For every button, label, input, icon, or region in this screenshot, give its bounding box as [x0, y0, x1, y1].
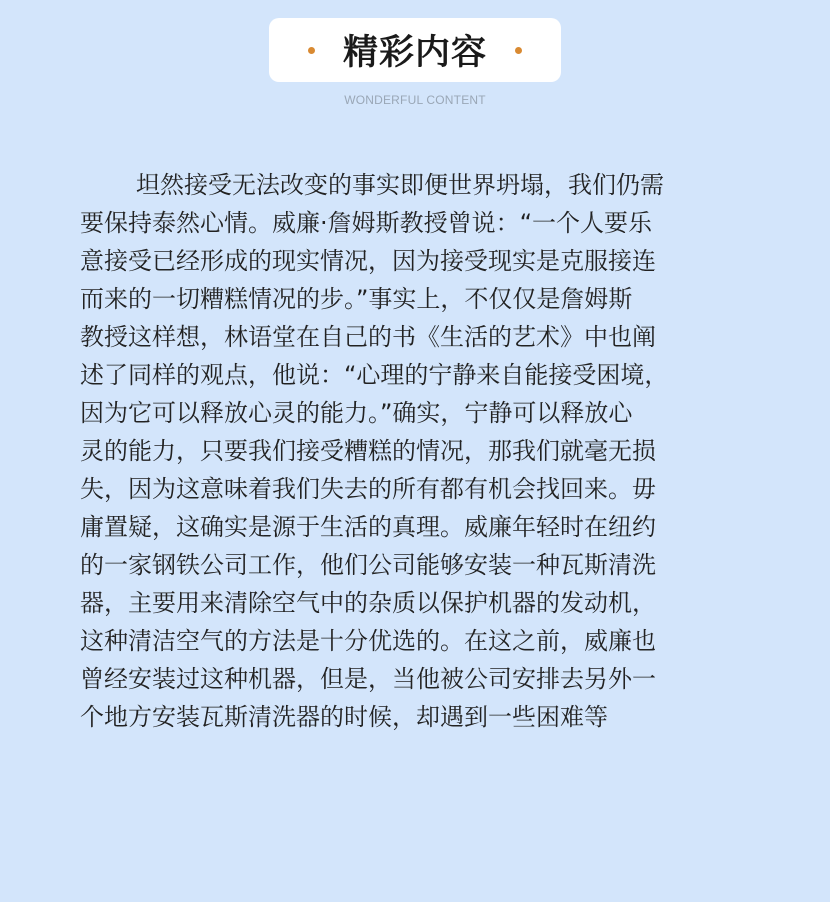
article-line: 坦然接受无法改变的事实即便世界坍塌，我们仍需	[136, 171, 664, 199]
article-body	[80, 166, 760, 736]
left-dot-icon	[308, 47, 315, 54]
article-line: 教授这样想，林语堂在自己的书《生活的艺术》中也阐	[80, 323, 656, 351]
article-line: 意接受已经形成的现实情况，因为接受现实是克服接连	[80, 247, 656, 275]
article-line: 因为它可以释放心灵的能力。”确实，宁静可以释放心	[80, 399, 633, 427]
article-line: 庸置疑，这确实是源于生活的真理。威廉年轻时在纽约	[80, 513, 656, 541]
article-line: 的一家钢铁公司工作，他们公司能够安装一种瓦斯清洗	[80, 551, 656, 579]
article-line: 失，因为这意味着我们失去的所有都有机会找回来。毋	[80, 475, 656, 503]
section-subtitle: WONDERFUL CONTENT	[344, 93, 486, 107]
article-line: 而来的一切糟糕情况的步。”事实上，不仅仅是詹姆斯	[80, 285, 633, 313]
article-line: 这种清洁空气的方法是十分优选的。在这之前，威廉也	[80, 627, 656, 655]
article-line: 器，主要用来清除空气中的杂质以保护机器的发动机，	[80, 589, 656, 617]
article-line: 个地方安装瓦斯清洗器的时候，却遇到一些困难等	[80, 703, 608, 731]
article-line: 灵的能力，只要我们接受糟糕的情况，那我们就毫无损	[80, 437, 656, 465]
section-title: 精彩内容	[342, 33, 487, 73]
section-title-box	[269, 18, 561, 82]
article-line: 述了同样的观点，他说：“心理的宁静来自能接受困境，	[80, 361, 669, 389]
article-line: 曾经安装过这种机器，但是，当他被公司安排去另外一	[80, 665, 656, 693]
article-line: 要保持泰然心情。威廉·詹姆斯教授曾说：“一个人要乐	[80, 209, 653, 237]
right-dot-icon	[515, 47, 522, 54]
